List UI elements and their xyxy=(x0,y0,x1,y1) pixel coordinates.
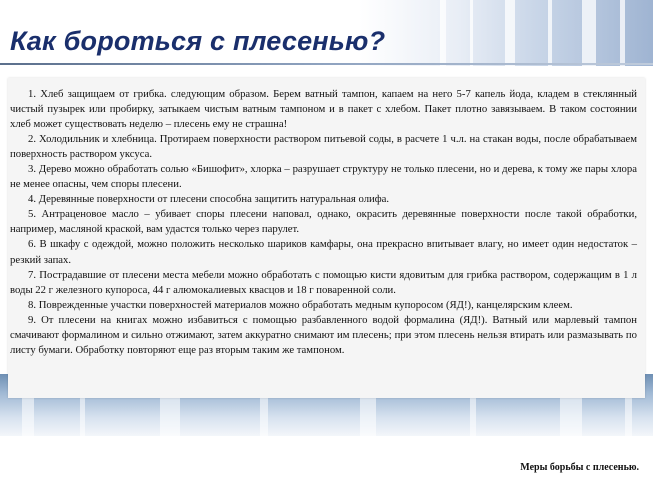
tip-item: 8. Поврежденные участки поверхностей материалов можно обработать медным купоросом (ЯД!), канцелярским клеем. xyxy=(28,298,573,311)
light-streak xyxy=(505,0,515,66)
tip-item: 4. Деревянные поверхности от плесени способна защитить натуральная олифа. xyxy=(28,193,390,206)
slide-title: Как бороться с плесенью? xyxy=(10,26,386,56)
tip-item: 1. Хлеб защищаем от грибка. следующим образом. Берем ватный тампон, капаем на него 5-7 капель йода, кладем в стеклянный чистый пузырек или пробирку, затыкаем чистым ватным тампоном и в пакет с хлебом. Пакет плотно завязываем. В таком состоянии хлеб может существовать неделю – плесень ему не страшна! xyxy=(10,88,637,131)
light-streak xyxy=(582,0,596,66)
light-streak xyxy=(620,0,625,66)
tip-item: 6. В шкафу с одеждой, можно положить несколько шариков камфары, она прекрасно впитывает влагу, но имеет один недостаток – резкий запах. xyxy=(10,238,637,266)
tip-item: 2. Холодильник и хлебница. Протираем поверхности раствором питьевой соды, в расчете 1 ч.л. на стакан воды, после обрабатываем поверхность раствором уксуса. xyxy=(10,133,637,161)
light-streak xyxy=(470,0,473,66)
light-streak xyxy=(440,0,446,66)
header-rule xyxy=(0,63,653,65)
tip-item: 5. Антраценовое масло – убивает споры плесени наповал, однако, окрасить деревянные поверхности после такой обработки, например, масляной краской, вам удастся только через парулет. xyxy=(10,208,637,236)
slide-footer: Меры борьбы с плесенью. xyxy=(520,462,639,473)
tip-item: 7. Пострадавшие от плесени места мебели можно обработать с помощью кисти ядовитым для грибка раствором, содержащим в 1 л воды 22 г железного купороса, 44 г алюмокалиевых квасцов и 18 г поваренной соли. xyxy=(10,268,637,296)
light-streak xyxy=(548,0,552,66)
tip-item: 3. Дерево можно обработать солью «Бишофит», хлорка – разрушает структуру не только плесени, но и дерева, к тому же пары хлора не менее опасны, чем споры плесени. xyxy=(10,163,637,191)
tips-list xyxy=(10,87,637,358)
tip-item: 9. От плесени на книгах можно избавиться с помощью разбавленного водой формалина (ЯД!). Ватный или марлевый тампон смачивают формалином и сильно отжимают, затем аккуратно снимают им плесень; при этом плесень нельзя втирать или размазывать по листу бумаги. Обработку повторяют еще раз вторым таким же тампоном. xyxy=(10,313,637,356)
